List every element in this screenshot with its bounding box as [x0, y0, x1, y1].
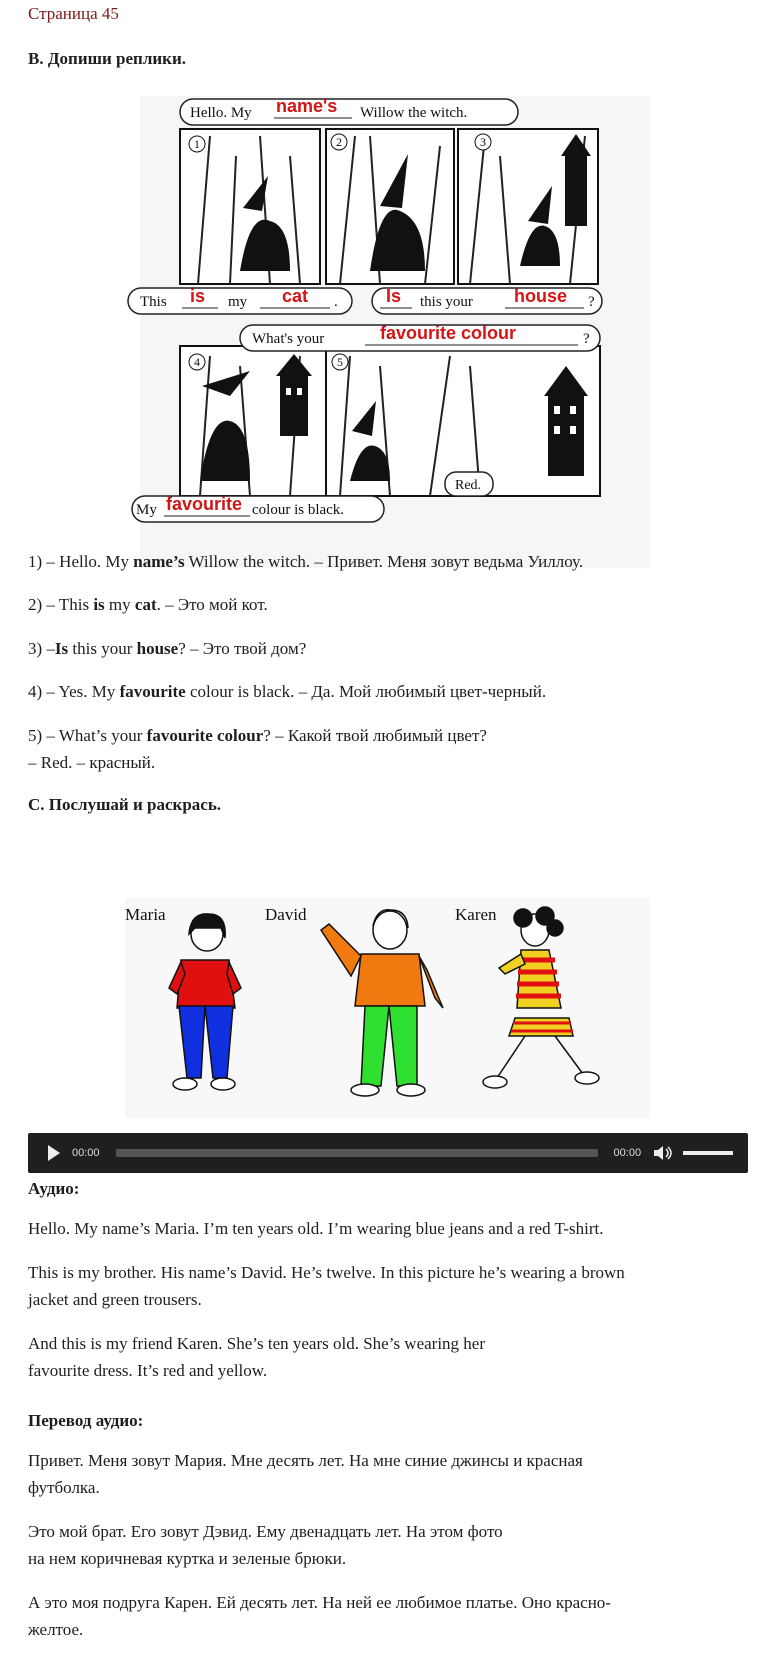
volume-icon[interactable]: [653, 1145, 673, 1161]
translation-paragraph: футболка.: [28, 1478, 100, 1497]
kid-name-karen: Karen: [455, 905, 497, 924]
translation-paragraph: желтое.: [28, 1620, 84, 1639]
audio-duration: 00:00: [613, 1147, 642, 1159]
bubble-4-pre: What's your: [252, 331, 325, 347]
audio-paragraph: This is my brother. His name’s David. He’s twelve. In this picture he’s wearing a brown: [28, 1263, 625, 1282]
kid-name-maria: Maria: [125, 905, 166, 924]
page-link[interactable]: Страница 45: [28, 4, 119, 23]
audio-heading: Аудио:: [28, 1179, 80, 1198]
bubble-2-post: .: [334, 294, 338, 310]
answer-line-3: 3) –Is this your house? – Это твой дом?: [28, 639, 307, 658]
bubble-5-post: colour is black.: [252, 502, 345, 518]
answer-line-5: 5) – What’s your favourite colour? – Какой твой любимый цвет?: [28, 726, 487, 745]
bubble-5-fill: favourite: [166, 494, 243, 514]
audio-player: [28, 1133, 748, 1173]
bubble-2-fill-1: is: [190, 286, 206, 306]
bubble-3-fill-1: Is: [386, 286, 402, 306]
answer-line-6: – Red. – красный.: [28, 753, 156, 772]
audio-progress-bar[interactable]: [116, 1149, 598, 1157]
translation-paragraph: на нем коричневая куртка и зеленые брюки.: [28, 1549, 347, 1568]
kids-illustration: [125, 898, 650, 1118]
audio-current-time: 00:00: [72, 1147, 100, 1159]
bubble-3-mid: this your: [420, 294, 473, 310]
audio-paragraph: jacket and green trousers.: [28, 1290, 202, 1309]
answer-line-1: 1) – Hello. My name’s Willow the witch. – Привет. Меня зовут ведьма Уиллоу.: [28, 552, 584, 571]
audio-paragraph: And this is my friend Karen. She’s ten years old. She’s wearing her: [28, 1334, 486, 1353]
play-icon[interactable]: [48, 1145, 60, 1161]
bubble-2-fill-2: cat: [282, 286, 309, 306]
section-b-heading: B. Допиши реплики.: [28, 49, 186, 68]
volume-slider[interactable]: [683, 1151, 733, 1155]
translation-heading: Перевод аудио:: [28, 1411, 144, 1430]
answer-line-2: 2) – This is my cat. – Это мой кот.: [28, 595, 268, 614]
witch-comic-illustration: [136, 96, 650, 568]
bubble-1-pre: Hello. My: [190, 105, 252, 121]
bubble-2-mid: my: [228, 294, 248, 310]
panel-number-4: 4: [194, 355, 200, 369]
bubble-3-fill-2: house: [514, 286, 568, 306]
bubble-5-pre: My: [136, 502, 157, 518]
answer-line-4: 4) – Yes. My favourite colour is black. – Да. Мой любимый цвет-черный.: [28, 682, 547, 701]
panel-number-2: 2: [336, 135, 342, 149]
bubble-1-fill: name's: [276, 96, 338, 116]
bubble-1-post: Willow the witch.: [360, 105, 468, 121]
audio-paragraph: Hello. My name’s Maria. I’m ten years old. I’m wearing blue jeans and a red T-shirt.: [28, 1219, 604, 1238]
panel-number-1: 1: [194, 137, 200, 151]
translation-paragraph: Это мой брат. Его зовут Дэвид. Ему двенадцать лет. На этом фото: [28, 1522, 503, 1541]
translation-paragraph: Привет. Меня зовут Мария. Мне десять лет. На мне синие джинсы и красная: [28, 1451, 583, 1470]
bubble-red: Red.: [455, 478, 482, 493]
panel-number-5: 5: [337, 355, 343, 369]
bubble-4-post: ?: [583, 331, 590, 347]
bubble-2-pre: This: [140, 294, 167, 310]
panel-number-3: 3: [480, 135, 486, 149]
bubble-3-post: ?: [588, 294, 595, 310]
kid-name-david: David: [265, 905, 307, 924]
section-c-heading: C. Послушай и раскрась.: [28, 795, 222, 814]
bubble-4-fill: favourite colour: [380, 323, 517, 343]
audio-paragraph: favourite dress. It’s red and yellow.: [28, 1361, 268, 1380]
translation-paragraph: А это моя подруга Карен. Ей десять лет. На ней ее любимое платье. Оно красно-: [28, 1593, 611, 1612]
